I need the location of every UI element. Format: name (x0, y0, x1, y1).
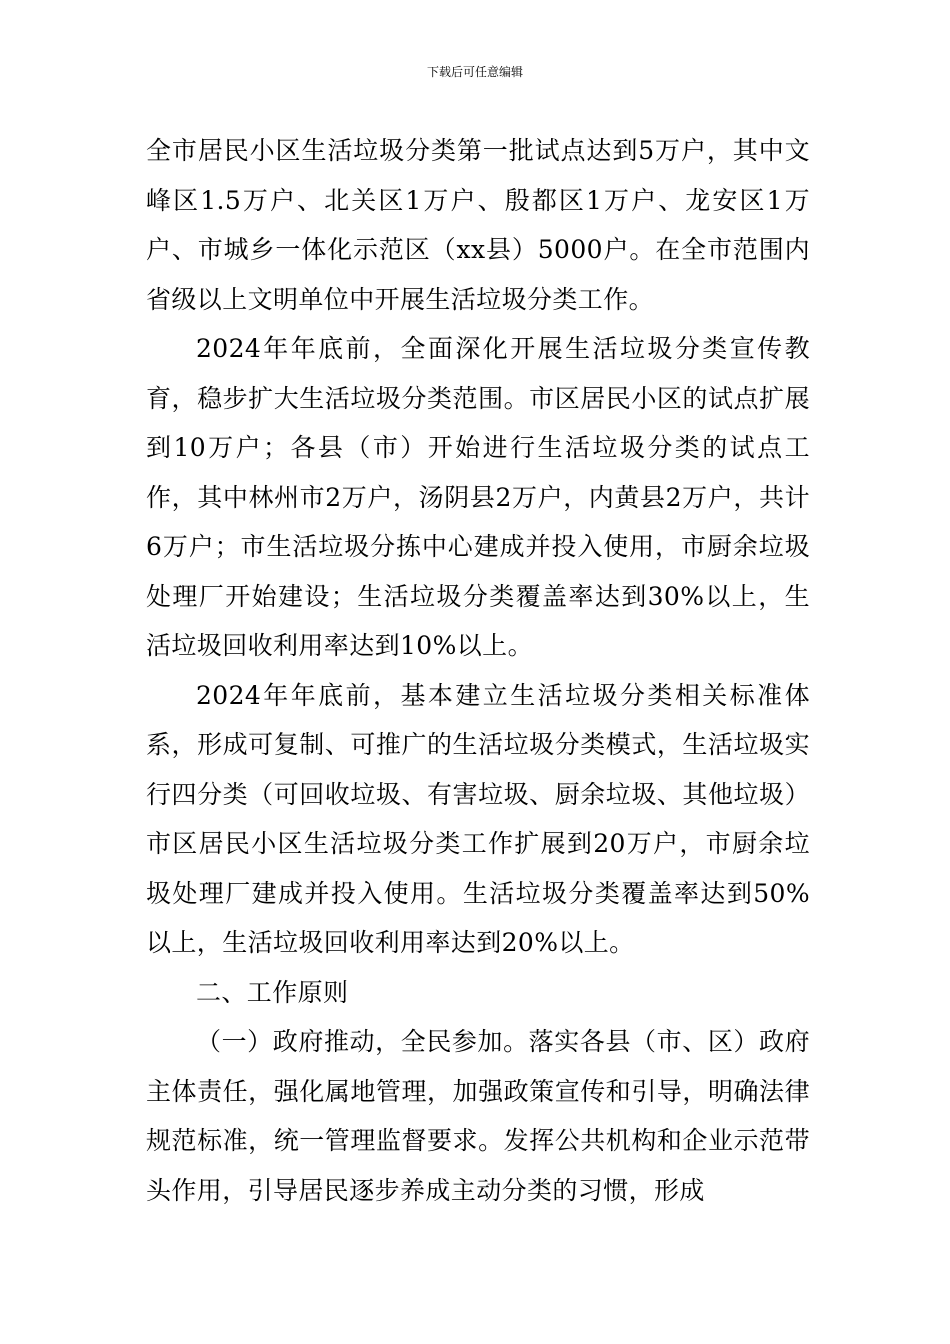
document-body (146, 126, 810, 1215)
paragraph-government-led: （一）政府推动，全民参加。落实各县（市、区）政府主体责任，强化属地管理，加强政策宣传和引导，明确法律规范标准，统一管理监督要求。发挥公共机构和企业示范带头作用，引导居民逐步养成主动分类的习惯，形成 (146, 1027, 810, 1205)
section-heading-work-principles: 二、工作原则 (196, 977, 349, 1007)
paragraph-2024-standards: 2024年年底前，基本建立生活垃圾分类相关标准体系，形成可复制、可推广的生活垃圾分类模式，生活垃圾实行四分类（可回收垃圾、有害垃圾、厨余垃圾、其他垃圾）市区居民小区生活垃圾分类工作扩展到20万户，市厨余垃圾处理厂建成并投入使用。生活垃圾分类覆盖率达到50%以上，生活垃圾回收利用率达到20%以上。 (146, 680, 810, 957)
paragraph-pilot-targets: 全市居民小区生活垃圾分类第一批试点达到5万户，其中文峰区1.5万户、北关区1万户、殷都区1万户、龙安区1万户、市城乡一体化示范区（xx县）5000户。在全市范围内省级以上文明单位中开展生活垃圾分类工作。 (146, 136, 810, 314)
paragraph-2024-expansion: 2024年年底前，全面深化开展生活垃圾分类宣传教育，稳步扩大生活垃圾分类范围。市区居民小区的试点扩展到10万户；各县（市）开始进行生活垃圾分类的试点工作，其中林州市2万户，汤阴县2万户，内黄县2万户，共计6万户；市生活垃圾分拣中心建成并投入使用，市厨余垃圾处理厂开始建设；生活垃圾分类覆盖率达到30%以上，生活垃圾回收利用率达到10%以上。 (146, 334, 810, 660)
page-header: 下载后可任意编辑 (426, 65, 523, 79)
